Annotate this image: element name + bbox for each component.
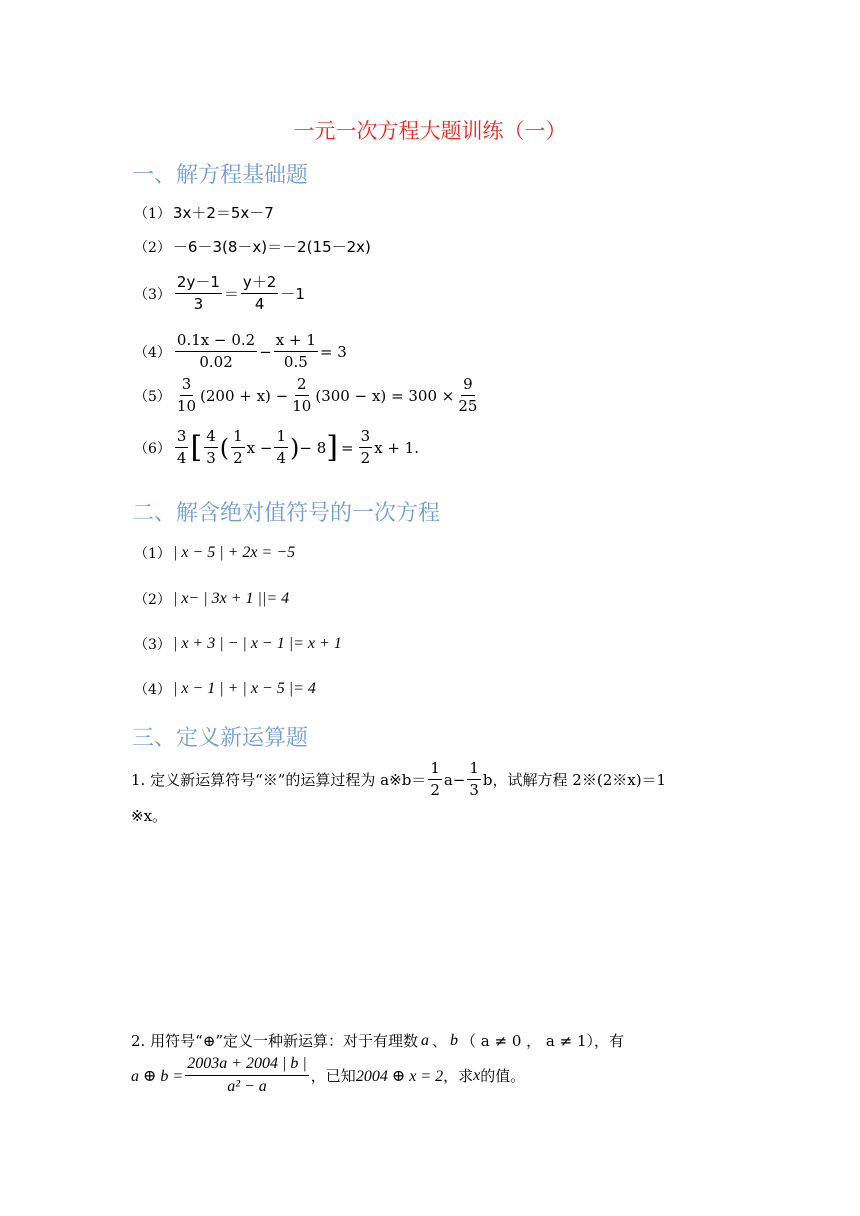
numerator: 2003a + 2004 | b | — [185, 1055, 309, 1076]
newop-problem-1-line2: ※x。 — [131, 807, 168, 825]
numerator: 1 — [231, 428, 245, 448]
page-title: 一元一次方程大题训练（一） — [293, 119, 567, 143]
q-number: （2） — [134, 592, 171, 608]
equation: | x − 1 | + | x − 5 |= 4 — [172, 680, 316, 697]
equation-part: (200 + x) − — [200, 386, 289, 405]
equation-tail: －1 — [280, 285, 305, 304]
equals-sign: = — [340, 438, 354, 457]
problem-text: ，求 — [443, 1067, 474, 1086]
variable-a: a — [421, 1031, 429, 1049]
denominator: 10 — [292, 397, 312, 416]
numerator: 2y－1 — [175, 274, 222, 294]
right-bracket: ] — [326, 429, 338, 465]
basic-q4 — [134, 332, 347, 372]
problem-text: 2. 用符号“⊕”定义一种新运算：对于有理数 — [131, 1032, 418, 1050]
numerator: y＋2 — [241, 274, 278, 294]
equation-tail: x + 1. — [374, 438, 419, 457]
left-paren: ( — [219, 433, 230, 462]
definition-lhs: a ⊕ b = — [131, 1067, 184, 1085]
q-number: （2） — [134, 239, 171, 256]
equation: －6－3(8－x)＝－2(15－2x) — [172, 238, 371, 256]
fraction — [290, 376, 313, 416]
variable-x: x — [473, 1066, 481, 1084]
numerator: 1 — [428, 760, 442, 780]
variable-b: b — [450, 1031, 459, 1049]
fraction — [175, 332, 257, 372]
fraction — [175, 428, 189, 468]
fraction — [175, 274, 222, 314]
section-heading-basic: 一、解方程基础题 — [132, 163, 309, 188]
fraction — [231, 428, 245, 468]
fraction — [467, 760, 481, 800]
basic-q1 — [134, 202, 274, 223]
denominator: 3 — [206, 449, 216, 468]
numerator: 3 — [359, 428, 373, 448]
denominator: 2 — [430, 781, 440, 800]
basic-q5 — [134, 376, 481, 416]
q-number: （4） — [134, 344, 171, 361]
problem-text: ，已知 — [310, 1067, 356, 1086]
q-number: （1） — [134, 205, 171, 222]
numerator: 0.1x − 0.2 — [175, 332, 257, 352]
equation: | x + 3 | − | x − 1 |= x + 1 — [172, 635, 342, 652]
fraction — [204, 428, 218, 468]
newop-problem-1 — [131, 760, 666, 800]
numerator: 1 — [274, 428, 288, 448]
denominator: 4 — [176, 449, 187, 468]
right-paren: ) — [290, 433, 300, 462]
section-heading-newop: 三、定义新运算题 — [132, 726, 309, 751]
fraction — [428, 760, 442, 800]
numerator: 3 — [180, 376, 194, 396]
separator: 、 — [432, 1032, 448, 1050]
problem-text: 的值。 — [480, 1067, 526, 1086]
numerator: 4 — [204, 428, 218, 448]
abs-q4 — [134, 679, 316, 699]
condition: （ a ≠ 0 ， a ≠ 1），有 — [461, 1032, 625, 1050]
basic-q6 — [134, 428, 419, 468]
section-heading-absolute: 二、解含绝对值符号的一次方程 — [132, 501, 441, 526]
abs-q3 — [134, 634, 342, 654]
equation-part: (300 − x) = 300 × — [315, 386, 455, 405]
problem-text: b，试解方程 2※(2※x)＝1 — [482, 771, 667, 790]
equation: | x − 5 | + 2x = −5 — [172, 544, 296, 561]
fraction — [185, 1055, 309, 1097]
denominator: 0.5 — [283, 353, 308, 372]
numerator: 1 — [467, 760, 481, 780]
q-number: （5） — [134, 388, 171, 405]
q-number: （1） — [134, 546, 171, 562]
abs-q2 — [134, 589, 289, 609]
fraction — [241, 274, 278, 314]
denominator: 4 — [276, 449, 286, 468]
newop-problem-2-def — [131, 1055, 525, 1097]
problem-text: 1. 定义新运算符号“※”的运算过程为 a※b＝ — [131, 771, 427, 790]
numerator: x + 1 — [274, 332, 318, 352]
denominator: 2 — [360, 449, 371, 468]
fraction — [359, 428, 373, 468]
fraction — [456, 376, 479, 416]
problem-text: a− — [443, 770, 466, 789]
fraction — [274, 428, 288, 468]
basic-q2 — [134, 236, 371, 257]
q-number: （6） — [134, 440, 171, 457]
fraction — [274, 332, 318, 372]
minus-sign: − — [259, 342, 272, 361]
q-number: （3） — [134, 286, 171, 303]
denominator: 25 — [458, 397, 478, 416]
equation-part: x − — [246, 438, 273, 457]
equation-tail: = 3 — [319, 342, 347, 361]
equation: | x− | 3x + 1 ||= 4 — [172, 590, 290, 607]
equation: 3x＋2＝5x－7 — [172, 204, 274, 222]
abs-q1 — [134, 543, 295, 563]
numerator: 2 — [295, 376, 309, 396]
newop-problem-2 — [131, 1030, 624, 1051]
q-number: （4） — [134, 682, 171, 698]
q-number: （3） — [134, 637, 171, 653]
left-bracket: [ — [190, 429, 203, 465]
denominator: 3 — [469, 781, 479, 800]
equation-part: − 8 — [299, 438, 327, 457]
denominator: 2 — [233, 449, 243, 468]
denominator: 0.02 — [199, 353, 233, 372]
denominator: a² − a — [227, 1078, 267, 1096]
denominator: 4 — [254, 295, 265, 314]
basic-q3 — [134, 274, 305, 314]
numerator: 9 — [461, 376, 475, 396]
equals-sign: ＝ — [223, 285, 239, 304]
given-equation: 2004 ⊕ x = 2 — [355, 1067, 444, 1085]
denominator: 10 — [176, 397, 197, 416]
numerator: 3 — [175, 428, 189, 448]
denominator: 3 — [193, 295, 204, 314]
fraction — [175, 376, 198, 416]
